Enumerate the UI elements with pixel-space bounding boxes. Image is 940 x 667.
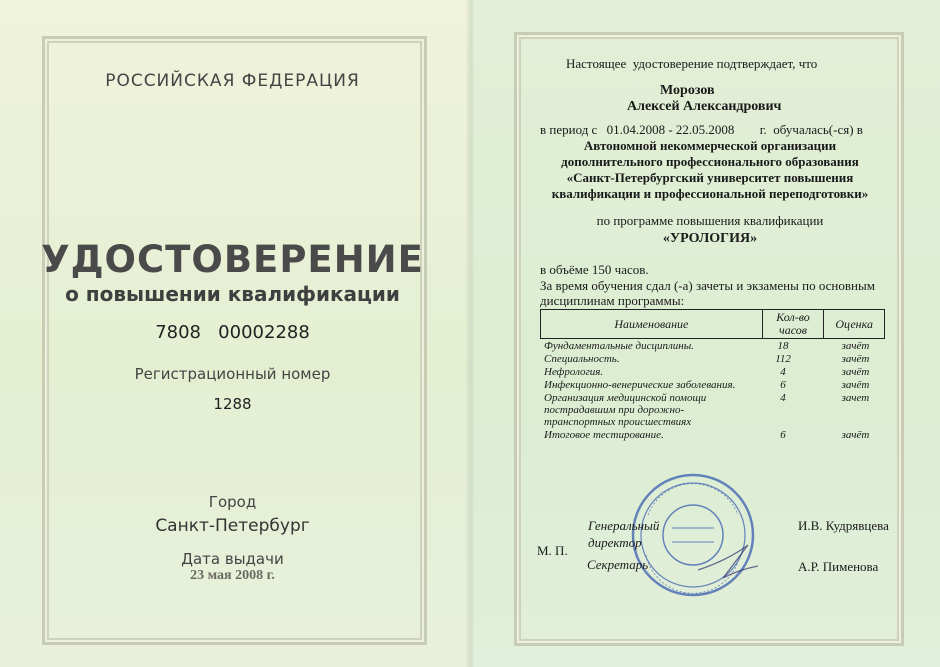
director-label: Генеральный директор bbox=[588, 518, 660, 550]
program-label: по программе повышения квалификации bbox=[596, 213, 824, 228]
director-name: И.В. Кудрявцева bbox=[798, 518, 889, 533]
page-fold bbox=[466, 0, 474, 667]
discipline-grade: зачёт bbox=[841, 379, 870, 391]
country-heading: РОССИЙСКАЯ ФЕДЕРАЦИЯ bbox=[105, 71, 360, 91]
certificate-subtitle: о повышении квалификации bbox=[65, 282, 400, 306]
registration-number: 1288 bbox=[213, 395, 252, 413]
table-row bbox=[544, 340, 884, 352]
city-value: Санкт-Петербург bbox=[155, 516, 310, 536]
org-line: Автономной некоммерческой организации bbox=[583, 138, 837, 153]
org-line: «Санкт-Петербургский университет повышения bbox=[566, 170, 854, 185]
discipline-grade: зачёт bbox=[841, 340, 870, 352]
discipline-hours: 112 bbox=[775, 353, 791, 365]
discipline-name: Итоговое тестирование. bbox=[544, 429, 664, 441]
org-line: дополнительного профессионального образования bbox=[561, 154, 859, 169]
org-line: квалификации и профессиональной переподготовки» bbox=[551, 186, 869, 201]
discipline-grade: зачёт bbox=[841, 429, 870, 441]
discipline-hours: 6 bbox=[780, 379, 786, 391]
disciplines-list bbox=[544, 340, 884, 442]
program-name: «УРОЛОГИЯ» bbox=[662, 231, 758, 246]
discipline-name: Организация медицинской помощи пострадавшим при дорожно-транспортных происшествиях bbox=[544, 392, 707, 428]
disciplines-table-header bbox=[540, 309, 885, 339]
discipline-name: Нефрология. bbox=[544, 366, 604, 378]
table-row bbox=[544, 353, 884, 365]
secretary-name: А.Р. Пименова bbox=[798, 559, 879, 574]
discipline-hours: 6 bbox=[780, 429, 786, 441]
registration-label: Регистрационный номер bbox=[134, 365, 331, 383]
period-suffix: г. обучалась(-ся) в bbox=[759, 122, 863, 137]
holder-given-names: Алексей Александрович bbox=[627, 99, 782, 114]
header-grade: Оценка bbox=[835, 316, 873, 331]
volume-hours: в объёме 150 часов. bbox=[540, 262, 649, 277]
organization-name bbox=[530, 138, 890, 202]
period-dates: 01.04.2008 - 22.05.2008 bbox=[606, 122, 735, 137]
period-prefix: в период с bbox=[540, 122, 598, 137]
discipline-hours: 4 bbox=[780, 366, 786, 378]
issue-date-label: Дата выдачи bbox=[181, 550, 284, 568]
discipline-name: Инфекционно-венерические заболевания. bbox=[544, 379, 736, 391]
table-row bbox=[544, 392, 884, 428]
discipline-name: Специальность. bbox=[544, 353, 620, 365]
issue-date-value: 23 мая 2008 г. bbox=[190, 568, 275, 583]
study-period bbox=[540, 122, 863, 138]
secretary-label: Секретарь bbox=[587, 557, 649, 572]
exams-text: За время обучения сдал (-а) зачеты и экзамены по основным дисциплинам программы: bbox=[540, 278, 875, 308]
discipline-grade: зачет bbox=[841, 392, 870, 404]
certificate-title: УДОСТОВЕРЕНИЕ bbox=[41, 238, 424, 281]
table-row bbox=[544, 379, 884, 391]
table-row bbox=[544, 366, 884, 378]
discipline-name: Фундаментальные дисциплины. bbox=[544, 340, 694, 352]
discipline-hours: 18 bbox=[777, 340, 789, 352]
confirm-text: Настоящее удостоверение подтверждает, что bbox=[566, 56, 818, 71]
stamp-place-label: М. П. bbox=[537, 543, 568, 558]
table-row bbox=[544, 429, 884, 441]
header-name: Наименование bbox=[541, 310, 763, 338]
discipline-hours: 4 bbox=[780, 392, 786, 404]
discipline-grade: зачёт bbox=[841, 353, 870, 365]
certificate-number: 7808 00002288 bbox=[155, 322, 310, 343]
header-hours: Кол-во часов bbox=[763, 310, 825, 338]
city-label: Город bbox=[208, 493, 257, 511]
discipline-grade: зачёт bbox=[841, 366, 870, 378]
holder-surname: Морозов bbox=[660, 83, 715, 98]
